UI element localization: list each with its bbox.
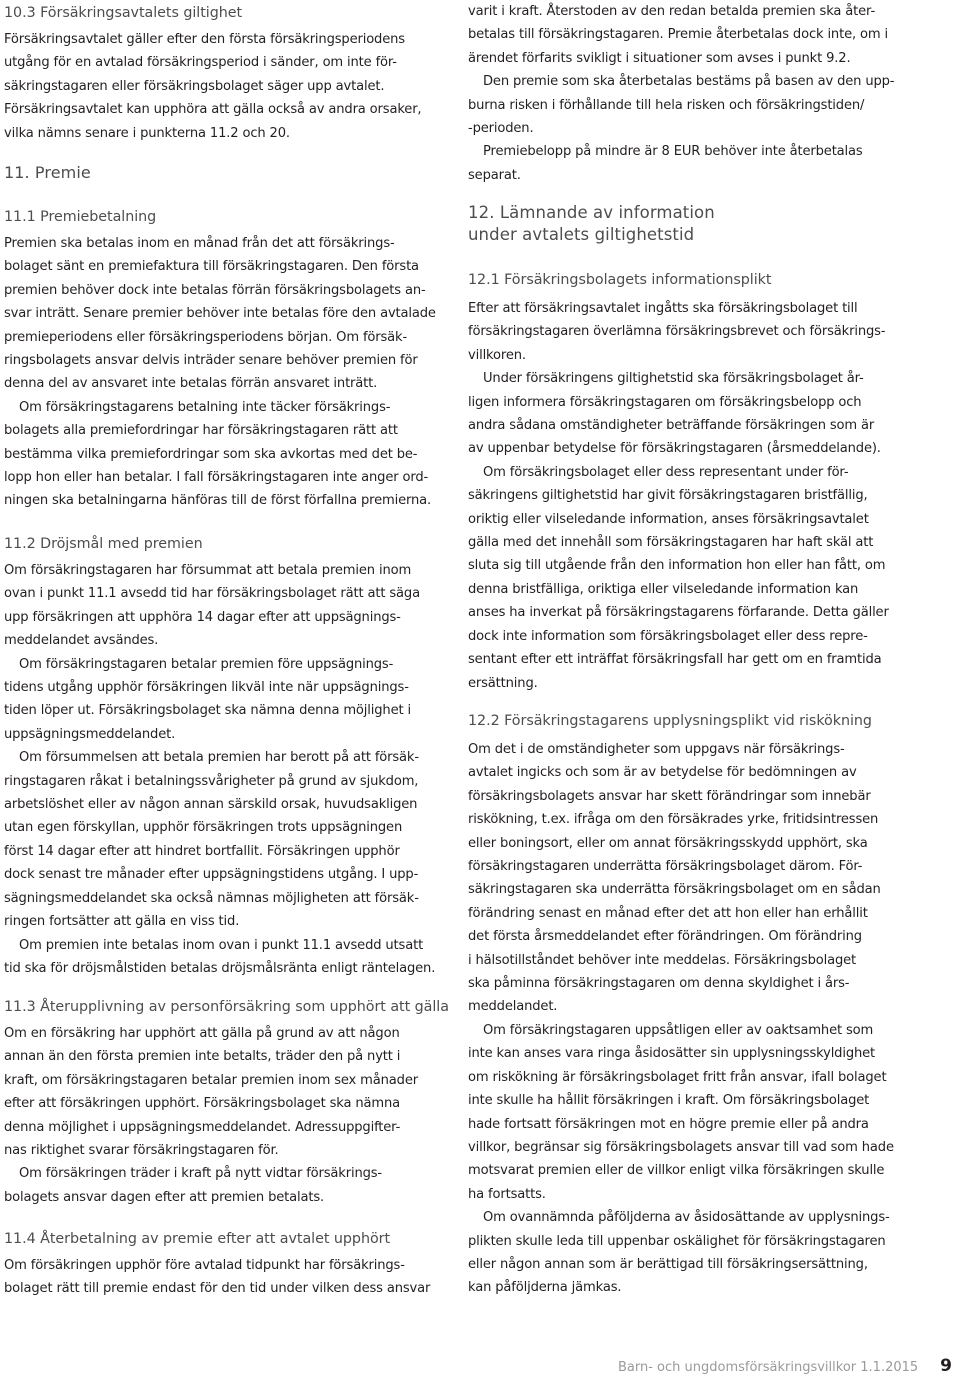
- section-11-4: [4, 1228, 450, 1301]
- section-11-1-paragraph-1: Premien ska betalas inom en månad från det att försäkrings- bolaget sänt en premiefaktura till försäkringstagaren. Den första premien behöver dock inte betalas förrän försäkringsbolagets an- svar inträtt. Senare premier behöver inte betalas före den avtalade premieperiodens eller försäkringsperiodens början. Om försäk- ringsbolagets ansvar delvis inträder senare behöver premien för denna del av ansvaret inte betalas förrän ansvaret inträtt.: [4, 236, 436, 392]
- section-11-1-paragraph-2: Om försäkringstagarens betalning inte täcker försäkrings- bolagets alla premiefordringar har försäkringstagaren rätt att bestämma vilka premiefordringar som ska avkortas med det be- lopp hon eller han betalar. I fall försäkringstagaren inte anger ord- ningen ska betalningarna hänföras till de först förfallna premierna.: [4, 399, 432, 509]
- section-11-3-heading: 11.3 Återupplivning av personförsäkring som upphört att gälla: [4, 999, 449, 1015]
- section-11-2-heading: 11.2 Dröjsmål med premien: [4, 536, 203, 552]
- continued-paragraph-3: Premiebelopp på mindre är 8 EUR behöver inte återbetalas separat.: [468, 144, 863, 183]
- section-11-2-paragraph-3: Om försummelsen att betala premien har berott på att försäk- ringstagaren råkat i betalningssvårigheter på grund av sjukdom, arbetslöshet eller av någon annan särskild orsak, huvudsakligen utan egen förskyllan, upphör försäkringen trots uppsägningen först 14 dagar efter att hindret bortfallit. Försäkringen upphör dock senast tre månader efter uppsägningstidens utgång. I upp- sägningsmeddelandet ska också nämnas möjligheten att försäk- ringen fortsätter att gälla en viss tid.: [4, 750, 419, 930]
- continued-paragraph-2: Den premie som ska återbetalas bestäms på basen av den upp- burna risken i förhållande till hela risken och försäkringstiden/ -perioden.: [468, 74, 895, 137]
- footer-title: Barn- och ungdomsförsäkringsvillkor 1.1.2015: [617, 1360, 919, 1375]
- section-11-4-heading: 11.4 Återbetalning av premie efter att avtalet upphört: [4, 1231, 391, 1247]
- section-11-3: [4, 996, 450, 1209]
- section-12-2-paragraph-1: Om det i de omständigheter som uppgavs när försäkrings- avtalet ingicks och som är av betydelse för bedömningen av försäkringsbolagets ansvar har skett förändringar som innebär riskökning, t.ex. ifråga om den försäkrades yrke, fritidsintressen eller boningsort, eller om annat försäkringsskydd upphört, ska försäkringstagaren underrätta försäkringsbolaget därom. För- säkringstagaren ska underrätta försäkringsbolaget om en sådan förändring senast en månad efter det att hon eller han erhållit det första årsmeddelandet efter förändringen. Om förändring i hälsotillståndet behöver inte meddelas. Försäkringsbolaget ska påminna försäkringstagaren om denna skyldighet i års- meddelandet.: [468, 742, 881, 1015]
- section-11-2-paragraph-1: Om försäkringstagaren har försummat att betala premien inom ovan i punkt 11.1 avsedd tid har försäkringsbolaget rätt att säga upp försäkringen att upphöra 14 dagar efter att uppsägnings- meddelandet avsändes.: [4, 563, 420, 649]
- section-11-heading: 11. Premie: [4, 163, 91, 182]
- section-12-2-heading: 12.2 Försäkringstagarens upplysningsplikt vid riskökning: [468, 713, 872, 729]
- section-10-3-heading: 10.3 Försäkringsavtalets giltighet: [4, 5, 243, 21]
- section-10-3-paragraph: Försäkringsavtalet gäller efter den första försäkringsperiodens utgång för en avtalad försäkringsperiod i sänder, om inte för- säkringstagaren eller försäkringsbolaget säger upp avtalet. Försäkringsavtalet kan upphöra att gälla också av andra orsaker, vilka nämns senare i punkterna 11.2 och 20.: [4, 32, 422, 141]
- section-12-2: [468, 710, 918, 1300]
- section-12: [468, 202, 918, 246]
- section-12-1-heading: 12.1 Försäkringsbolagets informationsplikt: [468, 272, 772, 288]
- section-12-1: [468, 269, 918, 695]
- section-12-heading: 12. Lämnande av information under avtalets giltighetstid: [468, 203, 715, 244]
- section-12-1-paragraph-2: Under försäkringens giltighetstid ska försäkringsbolaget år- ligen informera försäkringstagaren om försäkringsbelopp och andra sådana omständigheter beträffande försäkringen som är av uppenbar betydelse för försäkringstagaren (årsmeddelande).: [468, 371, 881, 457]
- section-11-2: [4, 533, 450, 980]
- section-11-3-paragraph-2: Om försäkringen träder i kraft på nytt vidtar försäkrings- bolagets ansvar dagen efter att premien betalats.: [4, 1166, 383, 1205]
- page-footer: [618, 1356, 952, 1376]
- section-11-2-paragraph-2: Om försäkringstagaren betalar premien före uppsägnings- tidens utgång upphör försäkringen likväl inte när uppsägnings- tiden löper ut. Försäkringsbolaget ska nämna denna möjlighet i uppsägningsmeddelandet.: [4, 656, 411, 742]
- section-12-2-paragraph-2: Om försäkringstagaren uppsåtligen eller av oaktsamhet som inte kan anses vara ringa åsidosätter sin upplysningsskyldighet om riskökning är försäkringsbolaget fritt från ansvar, ifall bolaget inte skulle ha hållit försäkringen i kraft. Om försäkringsbolaget hade fortsatt försäkringen mot en högre premie eller på andra villkor, begränsar sig försäkringsbolagets ansvar till vad som hade motsvarat premien eller de villkor enligt vilka försäkringen skulle ha fortsatts.: [468, 1022, 894, 1202]
- section-11-4-continued: [468, 0, 918, 187]
- page-number: 9: [940, 1356, 952, 1376]
- section-10-3: [4, 2, 450, 145]
- section-11: [4, 162, 450, 184]
- section-12-2-paragraph-3: Om ovannämnda påföljderna av åsidosättande av upplysnings- plikten skulle leda till uppenbar oskälighet för försäkringstagaren eller någon annan som är berättigad till försäkringsersättning, kan påföljderna jämkas.: [468, 1210, 890, 1296]
- continued-paragraph-1: varit i kraft. Återstoden av den redan betalda premien ska åter- betalas till försäkringstagaren. Premie återbetalas dock inte, om i ärendet förfarits svikligt i situationer som avses i punkt 9.2.: [468, 4, 888, 66]
- section-11-1-heading: 11.1 Premiebetalning: [4, 209, 157, 225]
- section-11-4-paragraph-1: Om försäkringen upphör före avtalad tidpunkt har försäkrings- bolaget rätt till premie endast för den tid under vilken dess ansvar: [4, 1258, 431, 1297]
- section-11-2-paragraph-4: Om premien inte betalas inom ovan i punkt 11.1 avsedd utsatt tid ska för dröjsmålstiden betalas dröjsmålsränta enligt räntelagen.: [4, 937, 436, 976]
- section-11-3-paragraph-1: Om en försäkring har upphört att gälla på grund av att någon annan än den första premien inte betalts, träder den på nytt i kraft, om försäkringstagaren betalar premien inom sex månader efter att försäkringen upphört. Försäkringsbolaget ska nämna denna möjlighet i uppsägningsmeddelandet. Adressuppgifter- nas riktighet svarar försäkringstagaren för.: [4, 1026, 418, 1159]
- section-11-1: [4, 206, 450, 513]
- section-12-1-paragraph-1: Efter att försäkringsavtalet ingåtts ska försäkringsbolaget till försäkringstagaren överlämna försäkringsbrevet och försäkrings- villkoren.: [468, 301, 886, 363]
- section-12-1-paragraph-3: Om försäkringsbolaget eller dess representant under för- säkringens giltighetstid har givit försäkringstagaren bristfällig, oriktig eller vilseledande information, anses försäkringsavtalet gälla med det innehåll som försäkringstagaren har haft skäl att sluta sig till utgående från den information hon eller han fått, om denna bristfälliga, oriktiga eller vilseledande information kan anses ha inverkat på försäkringstagarens förfarande. Detta gäller dock inte information som försäkringsbolaget eller dess repre- sentant efter ett inträffat försäkringsfall har gett om en framtida ersättning.: [468, 464, 889, 691]
